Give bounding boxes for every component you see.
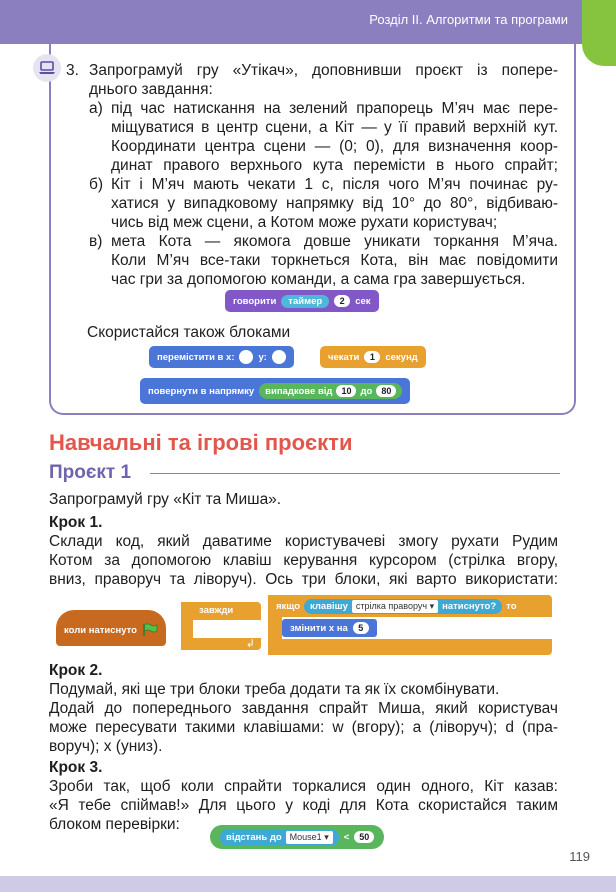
- say-label: говорити: [233, 295, 277, 307]
- distance-sensor: [220, 829, 339, 846]
- if-label: якщо: [276, 600, 300, 612]
- change-label: змінити х на: [290, 622, 348, 634]
- if-block: [268, 595, 552, 655]
- x-slot: [239, 350, 253, 364]
- key-dropdown: стрілка праворуч ▾: [352, 600, 438, 613]
- step2-title: Крок 2.: [49, 662, 103, 679]
- title-rule: [150, 473, 560, 474]
- page-footer-band: [0, 876, 616, 892]
- step2-line: Додай до попереднього завдання спрайт Миша, який користувач: [49, 700, 558, 717]
- item-marker-a: а): [89, 100, 103, 117]
- key-value: стрілка праворуч: [355, 600, 428, 611]
- task-line: Запрограмуй гру «Утікач», доповнивши проєкт із попере-: [89, 62, 558, 79]
- item-a-line: під час натискання на зелений прапорець М’яч має пере-: [111, 100, 558, 117]
- page-number: 119: [569, 849, 590, 864]
- target-dropdown: Mouse1 ▾: [286, 831, 333, 844]
- wait-value: 1: [364, 351, 380, 363]
- step3-title: Крок 3.: [49, 759, 103, 776]
- then-label: то: [506, 600, 517, 612]
- random-from: 10: [336, 385, 356, 397]
- turn-block: [140, 378, 410, 404]
- wait-block: [320, 346, 426, 368]
- item-a-line: динат правого верхнього кута перемісти в нього спрайт;: [111, 157, 558, 174]
- item-c-line: час гри за допомогою команди, а сама гра завершується.: [111, 271, 526, 288]
- timer-reporter: таймер: [281, 295, 329, 308]
- item-b-line: хатися у випадковому напрямку від 10° до 80°, відбиваю-: [111, 195, 558, 212]
- distance-compare-block: [210, 825, 384, 849]
- random-to: 80: [376, 385, 396, 397]
- chapter-title: Розділ ІІ. Алгоритми та програми: [369, 12, 568, 27]
- turn-label: повернути в напрямку: [148, 385, 255, 397]
- secs-value: 2: [334, 295, 350, 307]
- chapter-header: [0, 0, 582, 44]
- item-c-line: мета Кота — якомога довше уникати торкання М’яча.: [111, 233, 558, 250]
- step2-line: може пересувати такими клавішами: w (вгору); a (ліворуч); d (пра-: [49, 719, 558, 736]
- computer-icon: [33, 54, 61, 82]
- task-line: днього завдання:: [89, 81, 213, 98]
- goto-label: перемістити в х:: [157, 351, 235, 363]
- target-value: Mouse1: [289, 831, 322, 842]
- change-value: 5: [353, 622, 369, 634]
- project-title: Проєкт 1: [49, 462, 132, 483]
- random-to-label: до: [360, 385, 373, 397]
- pressed-label: натиснуто?: [442, 600, 497, 612]
- step1-title: Крок 1.: [49, 514, 103, 531]
- y-label: у:: [258, 351, 267, 363]
- forever-block: [181, 602, 261, 650]
- random-reporter: [259, 383, 402, 399]
- step2-line: воруч); x (униз).: [49, 738, 163, 755]
- item-b-line: Кіт і М’яч мають чекати 1 с, після чого М’яч починає ру-: [111, 176, 558, 193]
- step1-line: вниз, праворуч та ліворуч). Ось три блоки, які варто використати:: [49, 571, 558, 588]
- item-c-line: Коли М’яч все-таки торкнеться Кота, він має повідомити: [111, 252, 558, 269]
- when-flag-clicked-block: [56, 610, 166, 646]
- step1-line: Склади код, який даватиме користувачеві змогу рухати Рудим: [49, 533, 558, 550]
- distance-label: відстань до: [226, 831, 282, 843]
- project-intro: Запрограмуй гру «Кіт та Миша».: [49, 491, 282, 508]
- step1-line: Котом за допомогою клавіш керування курсором (стрілка вгору,: [49, 552, 558, 569]
- item-marker-b: б): [89, 176, 104, 193]
- key-pressed-sensor: [304, 599, 502, 614]
- section-title: Навчальні та ігрові проєкти: [49, 430, 353, 455]
- hat-label: коли натиснуто: [64, 624, 137, 636]
- forever-label: завжди: [199, 605, 234, 616]
- step3-line: Зроби так, щоб коли спрайти торкалися один одного, Кіт казав:: [49, 778, 558, 795]
- less-than-op: <: [343, 831, 350, 843]
- key-label: клавішу: [310, 600, 348, 612]
- random-label: випадкове від: [265, 385, 333, 397]
- item-a-line: міщуватися в центр сцени, а Кіт — у її правий верхній кут.: [111, 119, 558, 136]
- sec-label: сек: [355, 295, 371, 307]
- loop-arrow-icon: ↲: [245, 638, 255, 650]
- wait-unit: секунд: [385, 351, 418, 363]
- item-b-line: чись від меж сцени, а Котом може рухати користувач;: [111, 214, 498, 231]
- step2-line: Подумай, які ще три блоки треба додати та як їх скомбінувати.: [49, 681, 500, 698]
- say-block: [225, 290, 379, 312]
- page-tab: [582, 0, 616, 66]
- step3-line: блоком перевірки:: [49, 816, 180, 833]
- also-use-text: Скористайся також блоками: [87, 324, 291, 341]
- step3-line: «Я тебе спіймав!» Для цього у коді для Кота скористайся таким: [49, 797, 558, 814]
- task-number: 3.: [66, 62, 79, 79]
- green-flag-icon: [142, 623, 158, 637]
- item-a-line: Координати центра сцени — (0; 0), для визначення коор-: [111, 138, 558, 155]
- compare-value: 50: [354, 831, 374, 843]
- change-x-block: [282, 619, 377, 637]
- y-slot: [272, 350, 286, 364]
- goto-block: [149, 346, 294, 368]
- wait-label: чекати: [328, 351, 360, 363]
- item-marker-c: в): [89, 233, 103, 250]
